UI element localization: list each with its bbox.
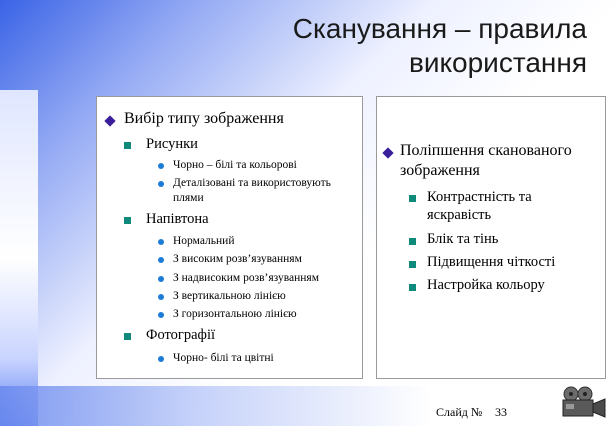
slide-number-label: Слайд № [436, 405, 483, 419]
dot-bullet-icon [158, 163, 164, 169]
film-camera-icon [557, 386, 609, 420]
group-label-drawings: Рисунки [146, 136, 198, 152]
dot-bullet-icon [158, 312, 164, 318]
list-item: Настройка кольору [427, 277, 545, 293]
list-item: З надвисоким розв’язуванням [173, 272, 319, 284]
list-item: Нормальний [173, 235, 235, 247]
dot-bullet-icon [158, 276, 164, 282]
square-bullet-icon [409, 284, 416, 291]
list-item: Підвищення чіткості [427, 254, 556, 270]
bottom-decor-bar [0, 386, 615, 426]
dot-bullet-icon [158, 181, 164, 187]
list-item: З вертикальною лінією [173, 290, 286, 302]
square-bullet-icon [409, 261, 416, 268]
slide-number: 33 [495, 405, 507, 419]
list-item: Чорно- білі та цвітні [173, 352, 274, 364]
right-heading-cont: зображення [400, 162, 480, 179]
left-decor-bar [0, 90, 38, 426]
dot-bullet-icon [158, 239, 164, 245]
dot-bullet-icon [158, 294, 164, 300]
list-item: Чорно – білі та кольорові [173, 159, 297, 171]
left-heading: Вибір типу зображення [124, 110, 284, 127]
list-item: Контрастність та [427, 189, 532, 205]
list-item: Деталізовані та використовують [173, 177, 331, 189]
list-item: З горизонтальною лінією [173, 308, 297, 320]
square-bullet-icon [124, 142, 131, 149]
group-label-halftone: Напівтона [146, 211, 209, 227]
square-bullet-icon [124, 333, 131, 340]
list-item: яскравість [427, 207, 492, 223]
square-bullet-icon [409, 238, 416, 245]
dot-bullet-icon [158, 356, 164, 362]
group-label-photos: Фотографії [146, 327, 215, 343]
list-item: плями [173, 192, 204, 204]
dot-bullet-icon [158, 257, 164, 263]
list-item: Блік та тінь [427, 231, 499, 247]
slide-title: Сканування – правила використання [292, 13, 587, 78]
square-bullet-icon [124, 217, 131, 224]
right-heading: Поліпшення сканованого [400, 142, 572, 159]
list-item: З високим розв’язуванням [173, 253, 302, 265]
square-bullet-icon [409, 195, 416, 202]
